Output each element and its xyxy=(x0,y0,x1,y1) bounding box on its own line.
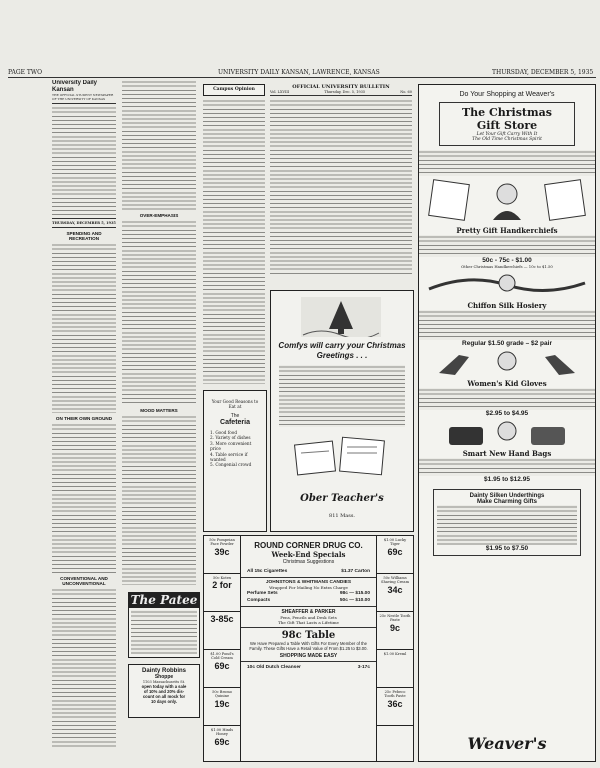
hosiery-title: Chiffon Silk Hosiery xyxy=(467,301,547,310)
tagline: Let Your Gift Carry With It xyxy=(476,132,538,137)
price-cell xyxy=(377,726,413,762)
editorial-headline: CONVENTIONAL AND UNCONVENTIONAL xyxy=(60,576,108,587)
item-label: Compacts xyxy=(247,598,271,603)
editorial-headline: SPENDING AND RECREATION xyxy=(66,231,102,242)
price-cell xyxy=(204,688,240,726)
weavers-topline: Do Your Shopping at Weaver's xyxy=(459,91,555,98)
masthead-date: THURSDAY, DECEMBER 5, 1935 xyxy=(52,221,116,226)
handbag-illustration xyxy=(419,417,595,447)
price-value: 34c xyxy=(387,584,403,595)
specials: Week-End Specials xyxy=(271,550,346,559)
wrapped-note: Wrapped For Mailing No Extra Charge xyxy=(269,585,348,590)
suggestions: Christmas Suggestions xyxy=(282,559,335,565)
gloves-price: $2.95 to $4.95 xyxy=(485,410,529,417)
price-value: 2 for xyxy=(212,580,232,591)
price-cell xyxy=(377,536,413,574)
page-number: PAGE TWO xyxy=(8,69,42,76)
price-value: 69c xyxy=(387,546,403,557)
editorial-column xyxy=(52,80,116,760)
campus-opinion xyxy=(203,84,265,384)
shop-address: 1103 Massachusetts St. xyxy=(142,680,186,684)
item-price: $1.37 Carton xyxy=(341,569,370,574)
shop-name: Ober Teacher's xyxy=(300,493,384,504)
bags-title: Smart New Hand Bags xyxy=(462,449,552,458)
sale-line: count on all mock for xyxy=(142,694,186,699)
bulletin-notices xyxy=(270,99,412,277)
opinion-letters xyxy=(203,99,265,384)
bulletin-volume: Vol. LXVIII xyxy=(270,90,290,94)
tagline: The Old Time Christmas Spirit xyxy=(472,137,542,142)
editorial-headline: ON THEIR OWN GROUND xyxy=(55,416,113,422)
candies: JOHNSTONS & WHITMANS CANDIES xyxy=(265,580,352,585)
sale-line: open today with a sale xyxy=(141,684,187,689)
shop-address: 811 Mass. xyxy=(329,513,355,519)
comfys-ad xyxy=(270,290,414,532)
price-label: 25c Pebeco Tooth Paste xyxy=(384,690,406,699)
price-cell xyxy=(377,650,413,688)
campus-opinion-title: Campus Opinion xyxy=(203,84,265,96)
price-label: $1.00 Hinds Honey xyxy=(210,728,234,737)
patee-listings xyxy=(131,610,197,654)
handkerchief-text xyxy=(419,235,595,257)
hosiery-illustration xyxy=(419,269,595,299)
pens-brand: SHEAFFER & PARKER xyxy=(281,609,336,615)
handkerchief-price: 50c - 75c - $1.00 xyxy=(482,257,532,264)
page-header xyxy=(8,68,596,78)
bulletin-number: No. 60 xyxy=(400,90,412,94)
editorial-body xyxy=(52,588,116,748)
price-value: 3-85c xyxy=(210,614,234,624)
handkerchief-title: Pretty Gift Handkerchiefs xyxy=(456,226,558,235)
cafeteria-reason: 4. Table service if wanted xyxy=(210,451,248,463)
editorial-body xyxy=(122,415,196,585)
editorial-body xyxy=(52,423,116,573)
price-cell xyxy=(204,574,240,612)
price-cell xyxy=(204,726,240,762)
underthings-text xyxy=(437,505,577,545)
sale-line: 10 days only. xyxy=(151,699,177,704)
right-price-column xyxy=(376,536,413,761)
price-cell xyxy=(204,612,240,650)
gift-store-title: Gift Store xyxy=(476,119,538,132)
item-price: 3-17c xyxy=(357,665,370,671)
item-price: 50c — $10.00 xyxy=(339,598,370,603)
price-label: $1.00 Kreml xyxy=(383,652,407,656)
gloves-title: Women's Kid Gloves xyxy=(467,379,547,388)
price-label: $1.00 Pond's Cold Cream xyxy=(210,652,234,661)
item-label: Perfume Sets xyxy=(247,591,278,596)
item-label: 10c Old Dutch Cleanser xyxy=(247,665,301,671)
cafeteria-reason: 3. More convenient price xyxy=(210,440,252,452)
cafeteria-name: Cafeteria xyxy=(220,419,250,426)
pens-tagline: The Gift That Lasts a Lifetime xyxy=(278,620,339,625)
price-value: 69c xyxy=(214,660,230,671)
handkerchief-illustration xyxy=(419,176,595,224)
header-date: THURSDAY, DECEMBER 5, 1935 xyxy=(492,69,594,76)
newspaper-title: UNIVERSITY DAILY KANSAN, LAWRENCE, KANSAS xyxy=(218,69,380,76)
price-label: $1.00 Lucky Tiger xyxy=(383,538,407,547)
shop-name: Dainty Robbins xyxy=(141,668,186,674)
price-value: 19c xyxy=(214,698,230,709)
gift-store-title: The Christmas xyxy=(462,106,552,119)
masthead-title: University Daily Kansan xyxy=(52,80,98,93)
price-label: 50c Kotex xyxy=(212,576,232,580)
editorial-headline: MOOD MATTERS xyxy=(140,408,178,413)
price-label: 25c Nestle Tooth Paste xyxy=(379,614,411,623)
editorial-body xyxy=(122,80,196,210)
table-desc: We Have Prepared a Table With Gifts For Every Member of the Family. These Gifts Have a Retail Value of From $1.25 to $3.00. xyxy=(249,641,368,652)
cafeteria-reason: 5. Congenial crowd xyxy=(210,462,252,468)
greeting-cards-illustration xyxy=(291,433,391,483)
pens-desc: Pens, Pencils and Desk Sets xyxy=(280,615,337,620)
left-price-column xyxy=(204,536,241,761)
masthead-subtitle: THE OFFICIAL STUDENT NEWSPAPER OF THE UNIVERSITY OF KANSAS xyxy=(52,93,114,101)
patee-title: The Patee xyxy=(130,593,198,607)
cafeteria-ad xyxy=(203,390,267,532)
item-price: 98c — $15.00 xyxy=(339,591,370,596)
bulletin-date: Thursday, Dec. 5, 1935 xyxy=(324,90,366,94)
cafeteria-reason: 2. Variety of dishes xyxy=(210,435,251,441)
price-cell xyxy=(377,612,413,650)
shop-sub: Shoppe xyxy=(154,674,174,680)
gloves-text xyxy=(419,388,595,410)
editorial-column-2 xyxy=(122,80,196,760)
price-value: 39c xyxy=(214,546,230,557)
item-label: All 15c Cigarettes xyxy=(247,569,288,574)
underthings-price: $1.95 to $7.50 xyxy=(485,545,529,552)
hosiery-text xyxy=(419,310,595,340)
price-cell xyxy=(204,536,240,574)
patee-ad xyxy=(128,592,200,658)
drug-store-name: ROUND CORNER DRUG CO. xyxy=(254,541,363,550)
shopping-tagline: SHOPPING MADE EASY xyxy=(279,653,338,660)
price-label: 50c Williams Shaving Cream xyxy=(380,576,409,585)
price-value: 9c xyxy=(389,622,400,633)
cafeteria-reason: 1. Good food xyxy=(210,430,237,435)
staff-list xyxy=(52,106,116,216)
weavers-logo: Weaver's xyxy=(467,734,547,753)
round-corner-drug-ad xyxy=(203,535,414,762)
sale-line: of 10% and 20% dis- xyxy=(143,689,185,694)
bags-text xyxy=(419,458,595,476)
official-bulletin xyxy=(270,84,412,284)
price-cell xyxy=(377,688,413,726)
bags-price: $1.95 to $12.95 xyxy=(484,476,530,483)
gloves-illustration xyxy=(419,347,595,377)
dainty-robbins-ad xyxy=(128,664,200,718)
editorial-body xyxy=(122,220,196,405)
handkerchief-note: Other Christmas Handkerchiefs — 10c to $1.50 xyxy=(461,264,553,269)
cafeteria-reasons xyxy=(204,426,266,472)
editorial-body xyxy=(52,243,116,413)
hosiery-price: Regular $1.50 grade – $2 pair xyxy=(462,340,552,347)
price-value: 69c xyxy=(214,736,230,747)
intro-text xyxy=(419,150,595,176)
underthings-title: Make Charming Gifts xyxy=(476,499,537,505)
comfys-body xyxy=(279,365,405,427)
underthings-title: Dainty Silken Underthings xyxy=(469,493,545,499)
price-value: 36c xyxy=(387,698,403,709)
table-title: 98c Table xyxy=(281,630,336,641)
cafeteria-intro: Your Good Reasons to Eat at xyxy=(211,399,259,409)
cafeteria-the: The xyxy=(230,413,240,419)
price-label: 50c Bromo Quinine xyxy=(212,690,232,699)
weavers-ad xyxy=(418,84,596,762)
price-label: 50c Pompeian Face Powder xyxy=(209,538,235,547)
price-label xyxy=(377,726,413,728)
editorial-headline: OVER-EMPHASIS xyxy=(139,213,179,218)
price-cell xyxy=(204,650,240,688)
comfys-headline: Comfys will carry your Christmas Greetings . . . xyxy=(278,341,406,360)
bulletin-title: OFFICIAL UNIVERSITY BULLETIN xyxy=(292,84,390,90)
christmas-tree-illustration xyxy=(301,297,381,337)
price-cell xyxy=(377,574,413,612)
